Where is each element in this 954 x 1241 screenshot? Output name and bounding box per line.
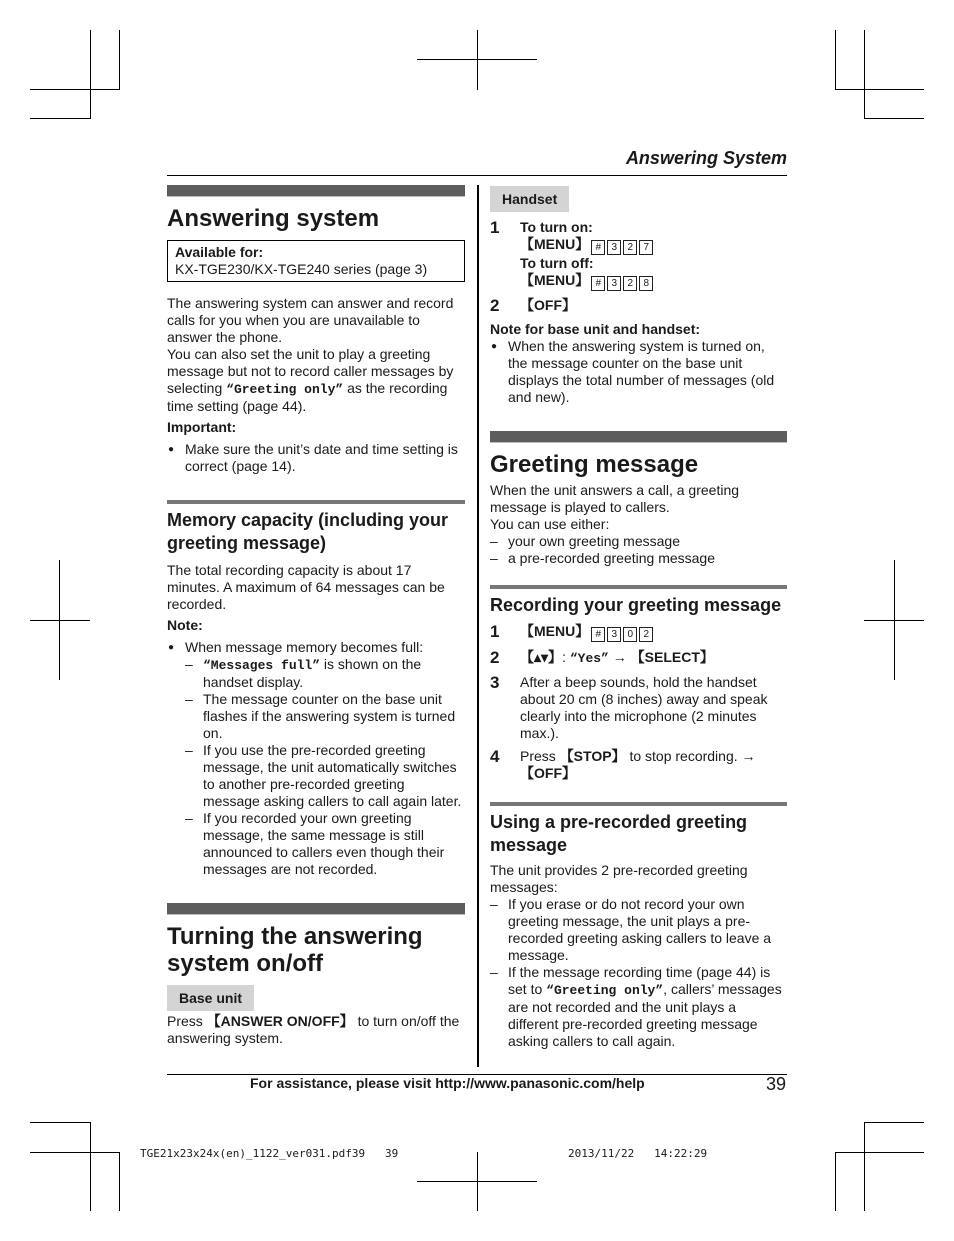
greeting-intro: When the unit answers a call, a greeting message is played to callers. xyxy=(490,482,740,515)
recording-step-4: 4 Press 【STOP】 to stop recording. → 【OFF】 xyxy=(490,747,756,781)
print-datetime: 2013/11/22 14:22:29 xyxy=(568,1147,708,1160)
recording-step-3: 3 After a beep sounds, hold the handset about 20 cm (8 inches) away and speak clearly into the microphone (2 minutes max.). xyxy=(490,673,768,741)
subsection-rule xyxy=(490,802,787,806)
column-divider xyxy=(477,185,479,1067)
base-unit-tag: Base unit xyxy=(167,985,254,1011)
answering-system-title: Answering system xyxy=(167,205,380,232)
handset-tag: Handset xyxy=(490,186,569,212)
greeting-message-title: Greeting message xyxy=(490,451,699,478)
available-models: KX-TGE230/KX-TGE240 series (page 3) xyxy=(175,261,428,277)
memory-capacity-title: Memory capacity (including your greeting message) xyxy=(167,510,449,553)
list-item: – “Messages full” is shown on the handset display. xyxy=(185,656,422,690)
section-bar xyxy=(167,185,465,197)
prerecorded-title: Using a pre-recorded greeting message xyxy=(490,812,748,855)
note-item: ● When the answering system is turned on, the message counter on the base unit displays the total number of messages (old and new). xyxy=(490,338,787,406)
recording-step-1: 1 【MENU】 # 3 0 2 xyxy=(490,623,787,642)
header-rule xyxy=(167,175,787,176)
code-on: 【MENU】 # 3 2 7 xyxy=(520,236,787,255)
important-item: ● Make sure the unit’s date and time setting is correct (page 14). xyxy=(167,441,465,475)
list-item: – If you erase or do not record your own greeting message, the unit plays a pre-recorded greeting asking callers to leave a message. xyxy=(490,896,772,963)
recording-title: Recording your greeting message xyxy=(490,595,782,615)
handset-step-1: 1 To turn on: 【MENU】 # 3 2 7 To turn off: 【MENU】 # 3 2 8 xyxy=(490,219,787,291)
file-info: TGE21x23x24x(en)_1122_ver031.pdf39 39 xyxy=(140,1147,399,1160)
list-item: – your own greeting message xyxy=(490,533,680,549)
note-base-handset-label: Note for base unit and handset: xyxy=(490,321,701,337)
list-item: – If you recorded your own greeting message, the same message is still announced to callers even though their messages are not recorded. xyxy=(185,810,445,877)
intro-paragraph-2: You can also set the unit to play a greeting message but not to record caller messages by selecting “Greeting only” as the recording time setting (page 44). xyxy=(167,346,454,414)
running-header: Answering System xyxy=(625,148,787,168)
available-label: Available for: xyxy=(175,244,264,260)
turning-text: Press 【ANSWER ON/OFF】 to turn on/off the answering system. xyxy=(167,1013,460,1046)
intro-paragraph: The answering system can answer and record calls for you when you are unavailable to answer the phone. xyxy=(167,295,454,345)
list-item: – a pre-recorded greeting message xyxy=(490,550,716,566)
recording-step-2: 2 【▴▾】: “Yes” → 【SELECT】 xyxy=(490,648,714,667)
subsection-rule xyxy=(490,585,787,589)
turning-title: Turning the answering system on/off xyxy=(167,923,423,977)
available-for-box xyxy=(167,240,465,282)
subsection-rule xyxy=(167,500,465,504)
important-label: Important: xyxy=(167,419,237,435)
prerecorded-intro: The unit provides 2 pre-recorded greeting messages: xyxy=(490,862,748,895)
assistance-link-text: For assistance, please visit http://www.panasonic.com/help xyxy=(250,1075,645,1091)
list-item: – If you use the pre-recorded greeting message, the unit automatically switches to another pre-recorded greeting message asking callers to call again later. xyxy=(185,742,462,809)
list-item: – If the message recording time (page 44) is set to “Greeting only”, callers’ messages are not recorded and the unit plays a different pre-recorded greeting message asking callers to call again. xyxy=(490,964,782,1049)
base-unit-tag-row xyxy=(167,985,465,1011)
page-number: 39 xyxy=(766,1074,787,1094)
section-bar xyxy=(490,431,787,443)
section-bar xyxy=(167,903,465,915)
note-item: ● When message memory becomes full: xyxy=(167,639,465,656)
memory-text: The total recording capacity is about 17 minutes. A maximum of 64 messages can be recorded. xyxy=(167,562,445,612)
code-off: 【MENU】 # 3 2 8 xyxy=(520,272,787,291)
left-column xyxy=(167,185,465,1047)
greeting-intro-2: You can use either: xyxy=(490,516,610,532)
handset-step-2: 2 【OFF】 xyxy=(490,296,576,315)
note-label: Note: xyxy=(167,617,203,633)
right-column xyxy=(490,186,787,1050)
memory-full-list xyxy=(167,656,465,878)
list-item: – The message counter on the base unit flashes if the answering system is turned on. xyxy=(185,691,456,741)
